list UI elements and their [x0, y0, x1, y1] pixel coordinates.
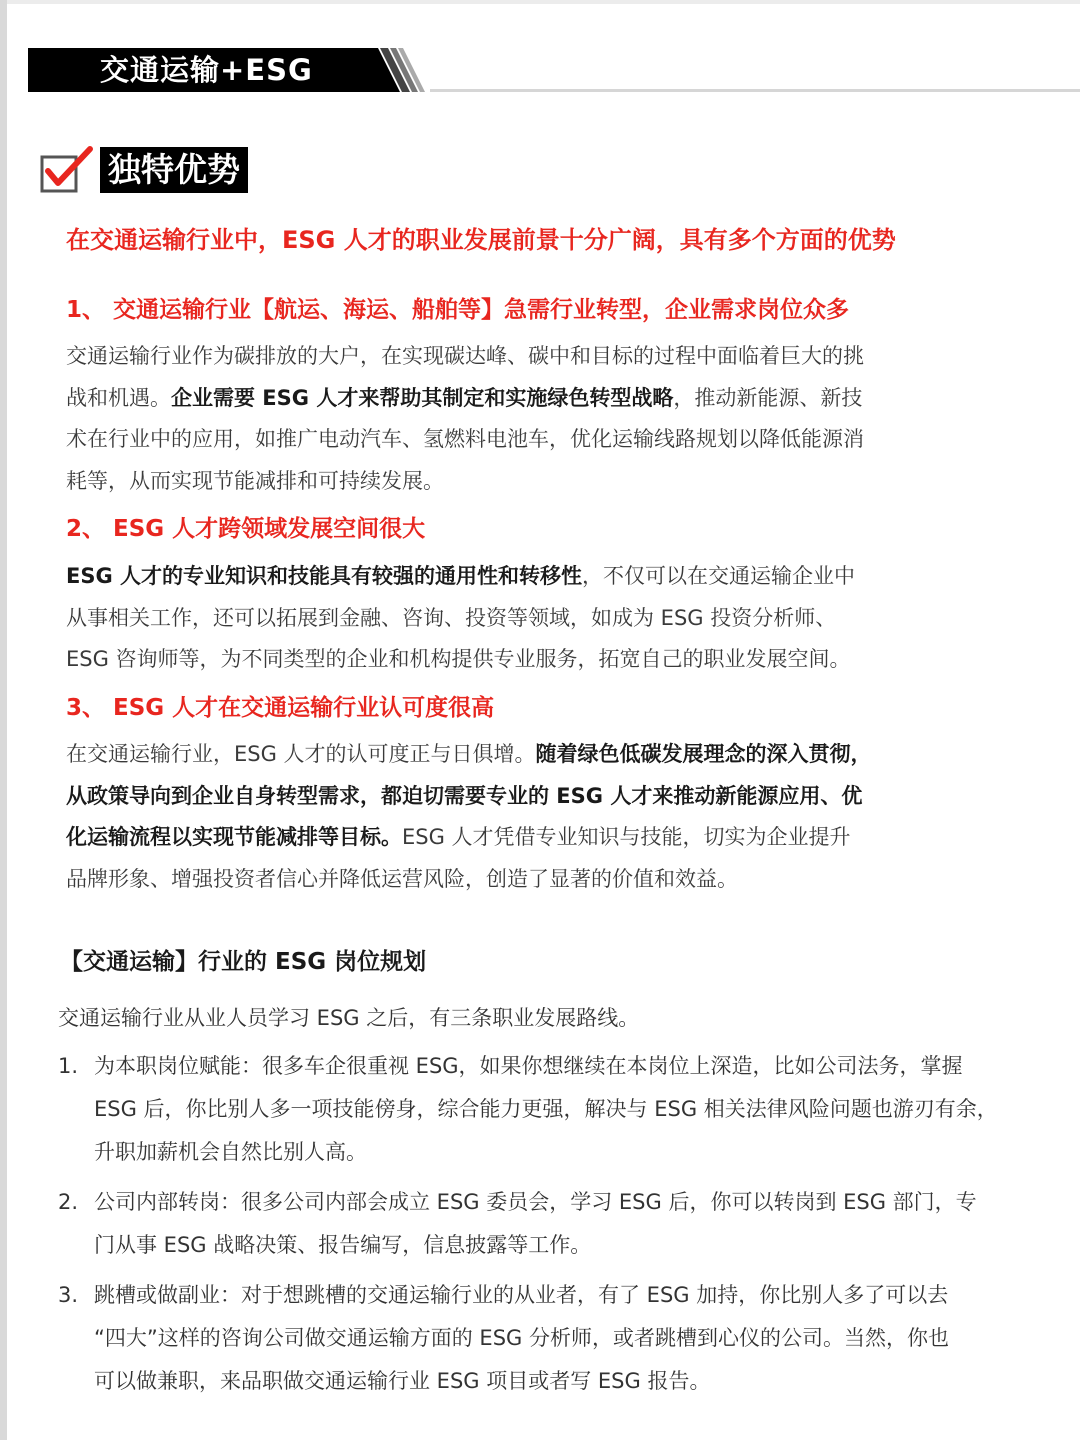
- list-line: 为本职岗位赋能：很多车企很重视 ESG，如果你想继续在本岗位上深造，比如公司法务，掌握: [94, 1054, 963, 1078]
- point-3-paragraph: [66, 734, 966, 900]
- list-text: [94, 1274, 1044, 1403]
- planning-title: 【交通运输】行业的 ESG 岗位规划: [60, 949, 427, 975]
- list-line: “四大”这样的咨询公司做交通运输方面的 ESG 分析师，或者跳槽到心仪的公司。当然，你也: [94, 1326, 949, 1350]
- left-border: [0, 0, 7, 1440]
- list-line: 跳槽或做副业：对于想跳槽的交通运输行业的从业者，有了 ESG 加持，你比别人多了可以去: [94, 1283, 949, 1307]
- planning-intro: 交通运输行业从业人员学习 ESG 之后，有三条职业发展路线。: [58, 1006, 640, 1030]
- paragraph-line: 在交通运输行业，ESG 人才的认可度正与日俱增。随着绿色低碳发展理念的深入贯彻，: [66, 742, 872, 766]
- list-line: 可以做兼职，来品职做交通运输行业 ESG 项目或者写 ESG 报告。: [94, 1369, 711, 1393]
- list-line: ESG 后，你比别人多一项技能傍身，综合能力更强，解决与 ESG 相关法律风险问题也游刃有余，: [94, 1097, 998, 1121]
- checkbox-check-icon: [40, 145, 96, 195]
- list-line: 门从事 ESG 战略决策、报告编写，信息披露等工作。: [94, 1233, 592, 1257]
- intro-headline: 在交通运输行业中，ESG 人才的职业发展前景十分广阔，具有多个方面的优势: [66, 226, 896, 254]
- list-line: 升职加薪机会自然比别人高。: [94, 1140, 367, 1164]
- paragraph-line: 耗等，从而实现节能减排和可持续发展。: [66, 468, 444, 493]
- paragraph-line: 从事相关工作，还可以拓展到金融、咨询、投资等领域，如成为 ESG 投资分析师、: [66, 605, 837, 630]
- point-1-heading: 1、 交通运输行业【航运、海运、船舶等】急需行业转型，企业需求岗位众多: [66, 297, 850, 323]
- badge-title: 独特优势: [100, 147, 248, 193]
- paragraph-line: 品牌形象、增强投资者信心并降低运营风险，创造了显著的价值和效益。: [66, 866, 738, 891]
- paragraph-line: 交通运输行业作为碳排放的大户，在实现碳达峰、碳中和目标的过程中面临着巨大的挑: [66, 344, 864, 368]
- list-number: 2.: [58, 1190, 79, 1214]
- list-text: [94, 1181, 1044, 1267]
- paragraph-line: 从政策导向到企业自身转型需求，都迫切需要专业的 ESG 人才来推动新能源应用、优: [66, 783, 863, 808]
- point-1-paragraph: [66, 336, 966, 502]
- point-2-paragraph: [66, 556, 966, 681]
- paragraph-line: ESG 人才的专业知识和技能具有较强的通用性和转移性，不仅可以在交通运输企业中: [66, 564, 856, 588]
- list-number: 3.: [58, 1283, 79, 1307]
- point-2-heading: 2、 ESG 人才跨领域发展空间很大: [66, 516, 426, 542]
- paragraph-line: ESG 咨询师等，为不同类型的企业和机构提供专业服务，拓宽自己的职业发展空间。: [66, 647, 851, 671]
- paragraph-line: 术在行业中的应用，如推广电动汽车、氢燃料电池车，优化运输线路规划以降低能源消: [66, 427, 864, 451]
- paragraph-line: 战和机遇。企业需要 ESG 人才来帮助其制定和实施绿色转型战略，推动新能源、新技: [66, 385, 863, 410]
- header-banner: [28, 46, 428, 94]
- list-text: [94, 1045, 1044, 1174]
- list-number: 1.: [58, 1054, 79, 1078]
- list-line: 公司内部转岗：很多公司内部会成立 ESG 委员会，学习 ESG 后，你可以转岗到 ESG 部门，专: [94, 1190, 977, 1214]
- point-3-heading: 3、 ESG 人才在交通运输行业认可度很高: [66, 695, 495, 721]
- banner-title: 交通运输+ESG: [100, 53, 313, 87]
- top-border: [0, 0, 1080, 4]
- banner-divider: [430, 89, 1080, 92]
- paragraph-line: 化运输流程以实现节能减排等目标。ESG 人才凭借专业知识与技能，切实为企业提升: [66, 825, 851, 849]
